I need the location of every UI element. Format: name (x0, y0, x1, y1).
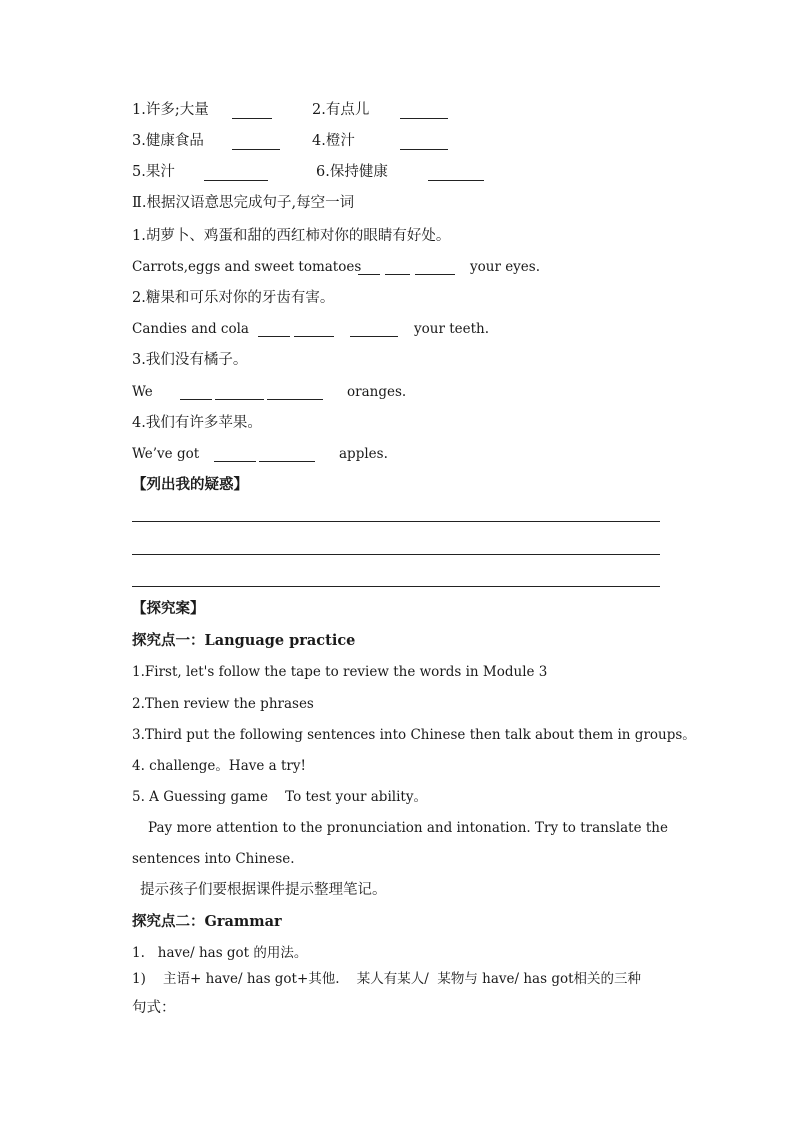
answer-blank[interactable] (258, 336, 290, 337)
doubts-heading: 【列出我的疑惑】 (132, 476, 248, 493)
writing-line[interactable] (132, 521, 660, 522)
answer-blank[interactable] (350, 336, 398, 337)
explore-heading: 【探究案】 (132, 600, 205, 617)
sentence-cn-4: 4.我们有许多苹果。 (132, 415, 262, 431)
answer-blank[interactable] (215, 399, 264, 400)
vocab-blank-1[interactable] (232, 118, 272, 119)
vocab-item-1: 1.许多;大量 (132, 102, 209, 118)
section-heading: Ⅱ.根据汉语意思完成句子,每空一词 (132, 195, 355, 211)
sentence-en-2-end: your teeth. (414, 321, 490, 337)
vocab-item-4: 4.橙汁 (312, 133, 355, 149)
step-2: 2.Then review the phrases (132, 696, 314, 712)
writing-line[interactable] (132, 586, 660, 587)
answer-blank[interactable] (385, 274, 410, 275)
grammar-line-2: 1) 主语+ have/ has got+其他. 某人有某人/ 某物与 have/ has got相关的三种 (132, 971, 642, 987)
sentence-en-1: Carrots,eggs and sweet tomatoes (132, 259, 362, 275)
point1-label: 探究点一： (132, 632, 205, 649)
sentence-en-4: We’ve got (132, 446, 200, 462)
vocab-blank-4[interactable] (400, 149, 448, 150)
sentence-en-4-end: apples. (339, 446, 388, 462)
point2-label: 探究点二： (132, 913, 205, 930)
answer-blank[interactable] (214, 461, 256, 462)
sentence-en-3: We (132, 384, 153, 400)
tip-text: 提示孩子们要根据课件提示整理笔记。 (140, 882, 387, 898)
point2-title: Grammar (204, 913, 282, 930)
answer-blank[interactable] (415, 274, 455, 275)
step-3: 3.Third put the following sentences into Chinese then talk about them in groups。 (132, 727, 696, 743)
vocab-blank-6[interactable] (428, 180, 484, 181)
note-line-1: Pay more attention to the pronunciation and intonation. Try to translate the (148, 820, 668, 836)
vocab-item-6: 6.保持健康 (316, 164, 388, 180)
sentence-cn-2: 2.糖果和可乐对你的牙齿有害。 (132, 290, 335, 306)
answer-blank[interactable] (358, 274, 380, 275)
writing-line[interactable] (132, 554, 660, 555)
vocab-item-3: 3.健康食品 (132, 133, 204, 149)
answer-blank[interactable] (294, 336, 334, 337)
answer-blank[interactable] (180, 399, 212, 400)
vocab-blank-2[interactable] (400, 118, 448, 119)
vocab-blank-3[interactable] (232, 149, 280, 150)
point2-heading (132, 912, 282, 932)
point1-heading (132, 631, 355, 651)
answer-blank[interactable] (267, 399, 323, 400)
step-5: 5. A Guessing game To test your ability。 (132, 789, 427, 805)
vocab-item-5: 5.果汁 (132, 164, 175, 180)
sentence-cn-1: 1.胡萝卜、鸡蛋和甜的西红柿对你的眼睛有好处。 (132, 228, 451, 244)
sentence-en-1-end: your eyes. (470, 259, 541, 275)
point1-title: Language practice (204, 632, 356, 649)
vocab-blank-5[interactable] (204, 180, 268, 181)
vocab-item-2: 2.有点儿 (312, 102, 370, 118)
step-4: 4. challenge。Have a try! (132, 758, 306, 774)
grammar-line-3: 句式： (132, 1000, 176, 1016)
sentence-en-2: Candies and cola (132, 321, 249, 337)
sentence-cn-3: 3.我们没有橘子。 (132, 352, 248, 368)
sentence-en-3-end: oranges. (347, 384, 407, 400)
note-line-2: sentences into Chinese. (132, 851, 295, 867)
grammar-line-1: 1. have/ has got 的用法。 (132, 945, 308, 961)
answer-blank[interactable] (259, 461, 315, 462)
step-1: 1.First, let's follow the tape to review the words in Module 3 (132, 664, 548, 680)
